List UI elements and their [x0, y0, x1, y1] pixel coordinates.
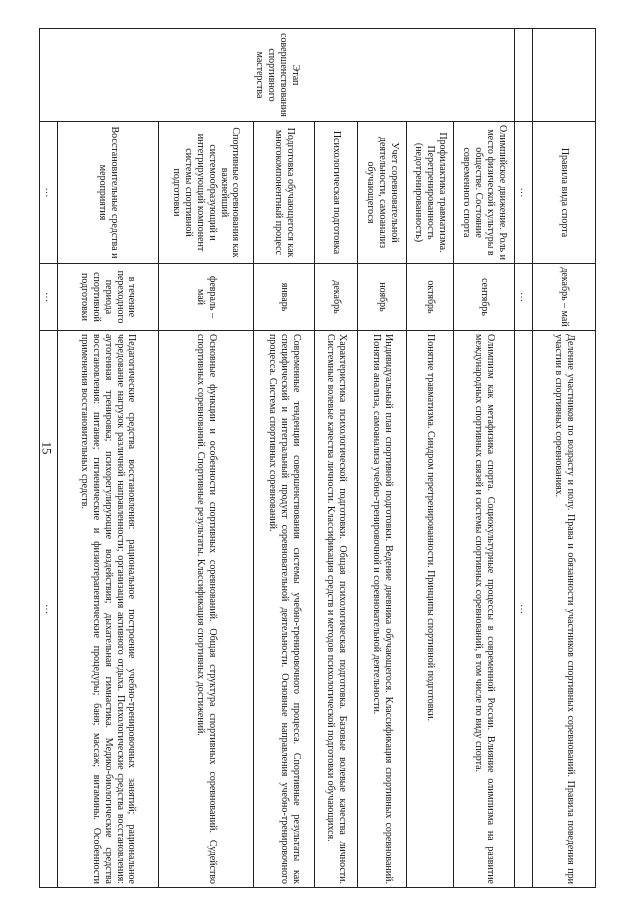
topic-cell: Психологическая подготовка	[315, 122, 358, 264]
table-row	[358, 29, 407, 888]
topic-cell: Правила вида спорта	[533, 122, 596, 264]
topic-cell: Подготовка обучающегося как многокомпонентный процесс	[254, 122, 315, 264]
content-cell: Индивидуальный план спортивной подготовки. Ведение дневника обучающегося. Классификация спортивных соревнований. Понятия анализа, самоанализа учебно-тренировочной и соревновательной деятельности.	[358, 331, 407, 888]
program-table	[39, 28, 596, 888]
page-number: 15	[39, 441, 55, 455]
table-row	[533, 29, 596, 888]
period-cell: …	[40, 264, 58, 331]
period-cell: в течение переходного периода спортивной подготовки	[58, 264, 159, 331]
topic-cell: …	[515, 122, 533, 264]
content-cell: Современные тенденции совершенствования системы учебно-тренировочного процесса. Спортивные результаты как специфический и интегральный продукт соревновательной деятельности. Основные направления учебно-тренировочного процесса. Система спортивных соревнований.	[254, 331, 315, 888]
period-cell: октябрь	[407, 264, 454, 331]
period-cell: ноябрь	[358, 264, 407, 331]
period-cell: февраль – май	[159, 264, 254, 331]
table-row	[58, 29, 159, 888]
topic-cell: …	[40, 122, 58, 264]
topic-cell: Учет соревновательной деятельности, самоанализ обучающегося	[358, 122, 407, 264]
content-cell: Педагогические средства восстановления: рациональное построение учебно-тренировочных занятий; рациональное чередование нагрузок различной направленности; организация активного отдыха. Психологические средства восстановления: аутогенная тренировка; психорегулирующие воздействия; дыхательная гимнастика. Медико-биологические средства восстановления: питание; гигиенические и физиотерапевтические процедуры; баня; массаж; витамины. Особенности применения восстановительных средств.	[58, 331, 159, 888]
period-cell: сентябрь	[454, 264, 515, 331]
table-row	[315, 29, 358, 888]
stage-cell: Этап совершенствования спортивного мастерства	[40, 29, 515, 122]
period-cell: декабрь – май	[533, 264, 596, 331]
content-cell: Характеристика психологической подготовки. Общая психологическая подготовка. Базовые волевые качества личности. Системные волевые качества личности. Классификация средств и методов психологической подготовки обучающихся.	[315, 331, 358, 888]
topic-cell: Олимпийское движение. Роль и место физической культуры в обществе. Состояние современного спорта	[454, 122, 515, 264]
content-cell: Олимпизм как метафизика спорта. Социокультурные процессы в современной России. Влияние олимпизма на развитие международных спортивных связей и системы спортивных соревнований, в том числе по виду спорта.	[454, 331, 515, 888]
content-cell: Основные функции и особенности спортивных соревнований. Общая структура спортивных соревнований. Судейство спортивных соревнований. Спортивные результаты. Классификация спортивных достижений.	[159, 331, 254, 888]
period-cell: декабрь	[315, 264, 358, 331]
content-cell: …	[515, 331, 533, 888]
content-cell: …	[40, 331, 58, 888]
table-row	[407, 29, 454, 888]
content-cell: Деление участников по возрасту и полу. Права и обязанности участников спортивных соревнований. Правила поведения при участии в спортивных соревнованиях.	[533, 331, 596, 888]
topic-cell: Спортивные соревнования как важнейший системообразующий и интегрирующий компонент системы спортивной подготовки	[159, 122, 254, 264]
topic-cell: Восстановительные средства и мероприятия	[58, 122, 159, 264]
topic-cell: Профилактика травматизма. Перетренированность (недотренированность)	[407, 122, 454, 264]
content-cell: Понятие травматизма. Синдром перетренированности. Принципы спортивной подготовки.	[407, 331, 454, 888]
period-cell: январь	[254, 264, 315, 331]
table-row	[515, 29, 533, 888]
table-row	[159, 29, 254, 888]
table-row	[454, 29, 515, 888]
table-row	[254, 29, 315, 888]
table-row	[40, 29, 58, 888]
period-cell: …	[515, 264, 533, 331]
